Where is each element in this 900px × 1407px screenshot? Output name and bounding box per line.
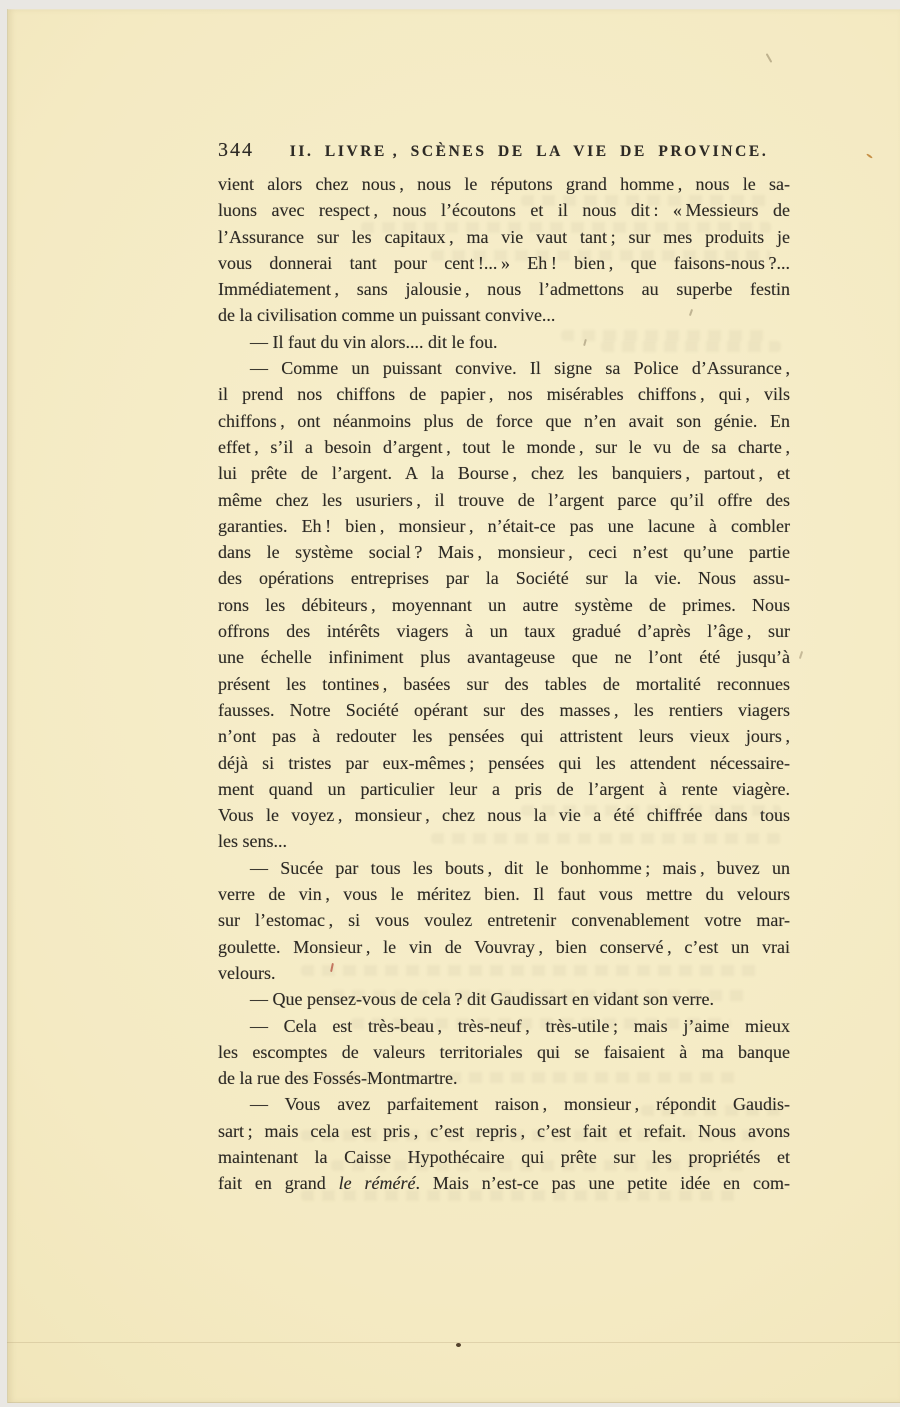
paragraph <box>218 1013 790 1092</box>
text-line: — Comme un puissant convive. Il signe sa Police d’Assurance , <box>250 358 790 379</box>
text-line: de la rue des Fossés-Montmartre. <box>218 1068 458 1089</box>
text-line: offrons des intérêts viagers à un taux gradué d’après l’âge , sur <box>218 621 790 642</box>
text-line: chiffons , ont néanmoins plus de force que n’en avait son génie. En <box>218 410 790 431</box>
text-line: déjà si tristes par eux-mêmes ; pensées qui les attendent nécessaire- <box>218 752 790 773</box>
text-line: — Il faut du vin alors.... dit le fou. <box>250 331 498 352</box>
ink-speck <box>456 1343 461 1347</box>
text-line: les sens... <box>218 831 287 852</box>
text-line: fausses. Notre Société opérant sur des masses , les rentiers viagers <box>218 699 790 720</box>
paragraph <box>218 329 790 355</box>
text-line: luons avec respect , nous l’écoutons et il nous dit : « Messieurs de <box>218 200 790 221</box>
text-line: lui prête de l’argent. A la Bourse , chez les banquiers , partout , et <box>218 463 790 484</box>
text-line: même chez les usuriers , il trouve de l’argent parce qu’il offre des <box>218 489 790 510</box>
text-line: n’ont pas à redouter les pensées qui attristent leurs vieux jours , <box>218 726 790 747</box>
text-line: fait en grand le réméré. Mais n’est-ce pas une petite idée en com- <box>218 1173 790 1194</box>
text-line: maintenant la Caisse Hypothécaire qui prête sur les propriétés et <box>218 1146 790 1167</box>
text-line: rons les débiteurs , moyennant un autre système de primes. Nous <box>218 594 790 615</box>
text-line: ment quand un particulier leur a pris de l’argent à rente viagère. <box>218 778 790 799</box>
paper-crease <box>7 1342 900 1343</box>
paragraph <box>218 986 790 1012</box>
page-number: 344 <box>218 139 254 161</box>
text-line: — Que pensez-vous de cela ? dit Gaudissart en vidant son verre. <box>250 989 714 1010</box>
text-line: dans le système social ? Mais , monsieur , ceci n’est qu’une partie <box>218 542 790 563</box>
text-line: sart ; mais cela est pris , c’est repris , c’est fait et refait. Nous avons <box>218 1120 790 1141</box>
running-title: II. LIVRE , SCÈNES DE LA VIE DE PROVINCE. <box>289 143 769 160</box>
text-line: vous donnerai tant pour cent !... » Eh ! bien , que faisons-nous ?... <box>218 252 790 273</box>
text-line: — Vous avez parfaitement raison , monsieur , répondit Gaudis- <box>250 1094 790 1115</box>
text-line: vient alors chez nous , nous le réputons grand homme , nous le sa- <box>218 174 790 194</box>
paragraph <box>218 855 790 986</box>
text-line: sur l’estomac , si vous voulez entretenir convenablement votre mar- <box>218 910 790 931</box>
text-line: effet , s’il a besoin d’argent , tout le monde , sur le vu de sa charte , <box>218 436 790 457</box>
text-line: une échelle infiniment plus avantageuse que ne l’ont été jusqu’à <box>218 647 790 668</box>
text-line: goulette. Monsieur , le vin de Vouvray , bien conservé , c’est un vrai <box>218 936 790 957</box>
text-line: velours. <box>218 962 276 983</box>
text-line: — Sucée par tous les bouts , dit le bonhomme ; mais , buvez un <box>250 857 790 878</box>
text-line: les escomptes de valeurs territoriales qui se faisaient à ma banque <box>218 1041 790 1062</box>
paragraph <box>218 171 790 329</box>
paragraph <box>218 355 790 855</box>
text-line: il prend nos chiffons de papier , nos misérables chiffons , qui , vils <box>218 384 790 405</box>
text-line: l’Assurance sur les capitaux , ma vie vaut tant ; sur mes produits je <box>218 226 790 247</box>
text-line: Immédiatement , sans jalousie , nous l’admettons au superbe festin <box>218 279 790 300</box>
text-line: présent les tontines , basées sur des tables de mortalité reconnues <box>218 673 790 694</box>
text-line: de la civilisation comme un puissant convive... <box>218 305 556 326</box>
text-line: garanties. Eh ! bien , monsieur , n’était-ce pas une lacune à combler <box>218 515 790 536</box>
text-line: Vous le voyez , monsieur , chez nous la vie a été chiffrée dans tous <box>218 805 790 826</box>
text-body <box>218 171 790 1197</box>
page-header <box>218 139 790 162</box>
text-line: des opérations entreprises par la Société sur la vie. Nous assu- <box>218 568 790 589</box>
italic-phrase: le réméré <box>338 1173 416 1194</box>
paragraph <box>218 1091 790 1196</box>
text-line: verre de vin , vous le méritez bien. Il faut vous mettre du velours <box>218 884 790 905</box>
text-line: — Cela est très-beau , très-neuf , très-utile ; mais j’aime mieux <box>250 1015 790 1036</box>
